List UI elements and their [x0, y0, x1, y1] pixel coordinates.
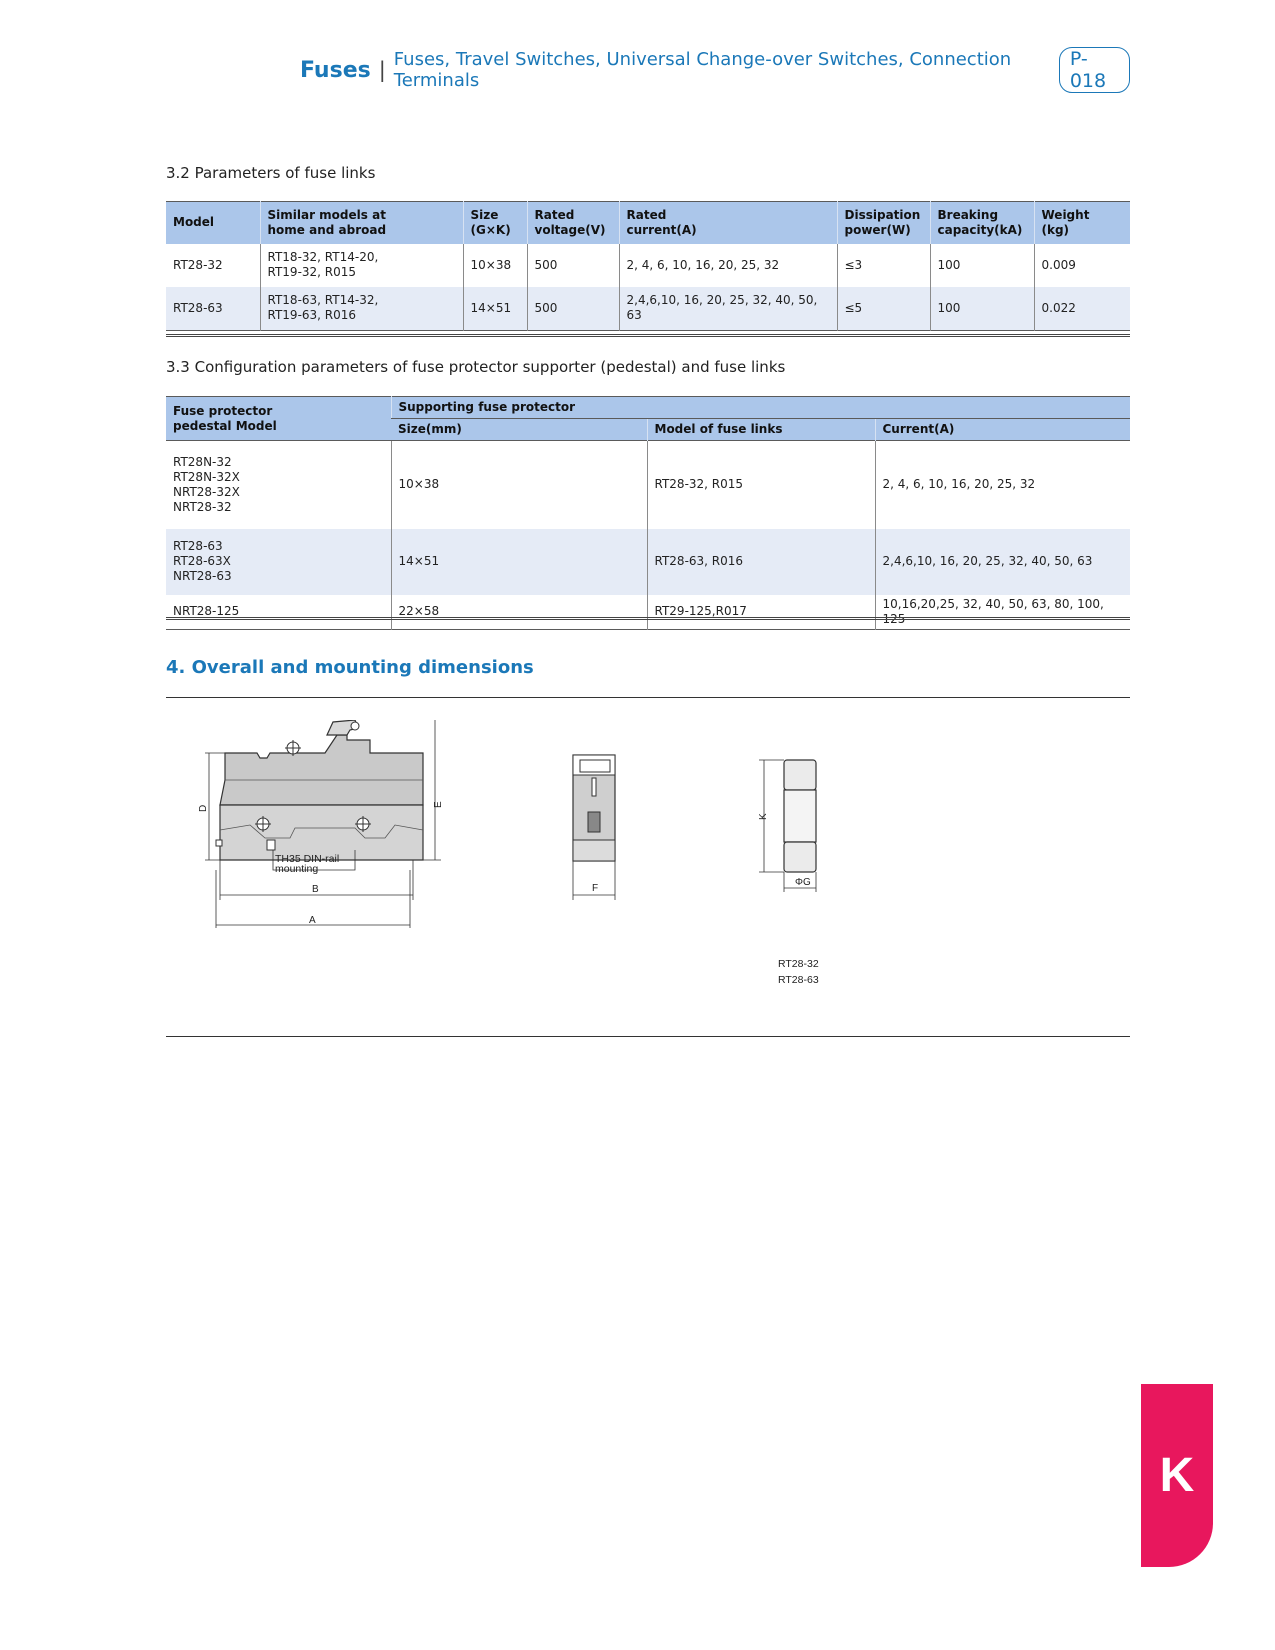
cell-dissipation: ≤3: [837, 244, 930, 287]
table-header-row: [166, 202, 1130, 244]
col-header-current-a: Current(A): [875, 419, 1130, 441]
table-double-rule: [166, 617, 1130, 620]
header-separator: |: [378, 58, 386, 82]
cell-similar: RT18-32, RT14-20, RT19-32, R015: [260, 244, 463, 287]
table-header-row: [166, 397, 1130, 419]
section-rule-top: [166, 697, 1130, 698]
section-3-2-title: 3.2 Parameters of fuse links: [166, 164, 376, 182]
section-tab: [1141, 1384, 1213, 1567]
dim-label-a: A: [309, 915, 316, 926]
dim-label-k: K: [758, 813, 769, 820]
fuse-model-label-1: RT28-32: [778, 958, 819, 970]
cell-similar: RT18-63, RT14-32, RT19-63, R016: [260, 287, 463, 331]
dimension-drawing: [195, 720, 875, 1000]
dim-label-b: B: [312, 884, 319, 895]
cell-voltage: 500: [527, 244, 619, 287]
table-row: [166, 287, 1130, 331]
cell-current: 2, 4, 6, 10, 16, 20, 25, 32: [619, 244, 837, 287]
cell-dissipation: ≤5: [837, 287, 930, 331]
cell-model: RT28-63: [166, 287, 260, 331]
col-header-pedestal: Fuse protector pedestal Model: [166, 397, 391, 441]
dim-label-g: ΦG: [795, 877, 811, 888]
fuse-link-drawing: [759, 760, 816, 892]
fuse-model-label-2: RT28-63: [778, 974, 819, 986]
table-double-rule: [166, 334, 1130, 337]
col-header-fuse-model: Model of fuse links: [647, 419, 875, 441]
din-rail-label-2: mounting: [275, 863, 319, 875]
col-header-size: Size (G×K): [463, 202, 527, 244]
cell-weight: 0.009: [1034, 244, 1130, 287]
cell-model: RT28-63, R016: [647, 529, 875, 595]
cell-breaking: 100: [930, 287, 1034, 331]
cell-current: 2, 4, 6, 10, 16, 20, 25, 32: [875, 441, 1130, 529]
dim-label-e: E: [433, 801, 444, 808]
cell-current: 10,16,20,25, 32, 40, 50, 63, 80, 100, 125: [875, 595, 1130, 630]
cell-size: 14×51: [391, 529, 647, 595]
col-header-voltage: Rated voltage(V): [527, 202, 619, 244]
col-header-dissipation: Dissipation power(W): [837, 202, 930, 244]
cell-size: 22×58: [391, 595, 647, 630]
cell-size: 10×38: [463, 244, 527, 287]
col-header-size-mm: Size(mm): [391, 419, 647, 441]
table-row: [166, 244, 1130, 287]
cell-model: RT29-125,R017: [647, 595, 875, 630]
din-rail-label-1: TH35 DIN-rail: [275, 853, 340, 865]
page-number: P-018: [1059, 47, 1130, 93]
cell-pedestal: NRT28-125: [173, 604, 240, 618]
cell-size: 10×38: [391, 441, 647, 529]
fuse-links-table: [166, 201, 1130, 331]
col-header-weight: Weight (kg): [1034, 202, 1130, 244]
pedestal-config-table: [166, 396, 1130, 630]
col-header-similar: Similar models at home and abroad: [260, 202, 463, 244]
table-row: [166, 595, 1130, 630]
cell-breaking: 100: [930, 244, 1034, 287]
dim-label-d: D: [198, 804, 209, 812]
cell-model: RT28-32: [173, 257, 223, 272]
cell-pedestal: RT28-63 RT28-63X NRT28-63: [166, 529, 391, 595]
section-4-title: 4. Overall and mounting dimensions: [166, 657, 534, 678]
cell-weight: 0.022: [1034, 287, 1130, 331]
col-header-breaking: Breaking capacity(kA): [930, 202, 1034, 244]
col-header-current: Rated current(A): [619, 202, 837, 244]
table-row: [166, 529, 1130, 595]
cell-current: 2,4,6,10, 16, 20, 25, 32, 40, 50, 63: [875, 529, 1130, 595]
fuse-holder-front-view: [573, 755, 615, 900]
section-3-3-title: 3.3 Configuration parameters of fuse protector supporter (pedestal) and fuse links: [166, 358, 786, 376]
cell-voltage: 500: [527, 287, 619, 331]
fuse-holder-side-view: [205, 720, 441, 928]
cell-model: RT28-32, R015: [647, 441, 875, 529]
section-rule-bottom: [166, 1036, 1130, 1037]
col-header-supporting: Supporting fuse protector: [391, 397, 1130, 419]
cell-size: 14×51: [463, 287, 527, 331]
section-tab-letter: K: [1159, 1449, 1195, 1502]
col-header-model: Model: [166, 202, 260, 244]
dim-label-f: F: [592, 883, 599, 894]
table-row: [166, 441, 1130, 529]
page-header: [300, 48, 1130, 92]
header-brand: Fuses: [300, 57, 371, 83]
cell-pedestal: RT28N-32 RT28N-32X NRT28-32X NRT28-32: [173, 454, 240, 514]
header-subtitle: Fuses, Travel Switches, Universal Change-over Switches, Connection Terminals: [393, 49, 1012, 91]
cell-current: 2,4,6,10, 16, 20, 25, 32, 40, 50, 63: [619, 287, 837, 331]
